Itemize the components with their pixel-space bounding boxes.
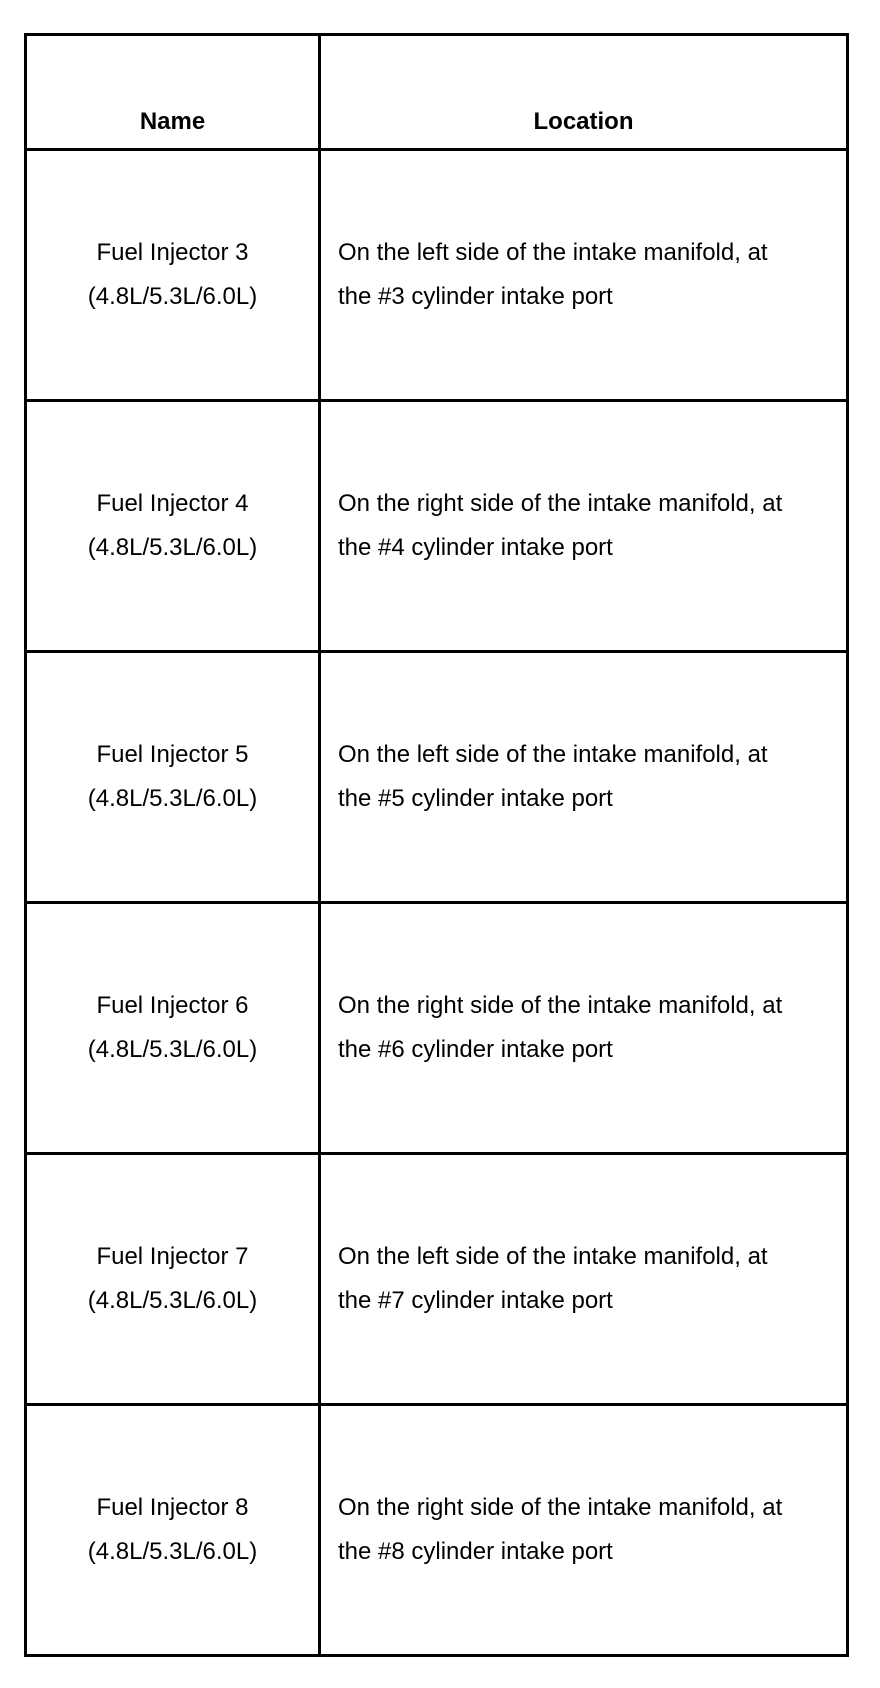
table-row (26, 1405, 848, 1656)
component-name: Fuel Injector 8 (96, 1494, 249, 1521)
location-cell: On the right side of the intake manifold, at the #8 cylinder intake port (320, 1405, 848, 1656)
header-name: Name (26, 35, 320, 150)
component-name: Fuel Injector 7 (96, 1243, 249, 1270)
header-location: Location (320, 35, 848, 150)
table-row (26, 1154, 848, 1405)
name-cell (26, 401, 320, 652)
table-row (26, 652, 848, 903)
table-row (26, 150, 848, 401)
table-body (26, 150, 848, 1656)
header-row (26, 35, 848, 150)
location-cell: On the right side of the intake manifold, at the #4 cylinder intake port (320, 401, 848, 652)
name-cell (26, 150, 320, 401)
location-cell: On the left side of the intake manifold, at the #3 cylinder intake port (320, 150, 848, 401)
component-name: Fuel Injector 5 (96, 741, 249, 768)
location-cell: On the left side of the intake manifold, at the #7 cylinder intake port (320, 1154, 848, 1405)
name-cell (26, 1405, 320, 1656)
engine-variants: (4.8L/5.3L/6.0L) (87, 785, 258, 812)
table-row (26, 401, 848, 652)
table-header (26, 35, 848, 150)
name-cell (26, 652, 320, 903)
component-name: Fuel Injector 6 (96, 992, 249, 1019)
location-cell: On the left side of the intake manifold, at the #5 cylinder intake port (320, 652, 848, 903)
engine-variants: (4.8L/5.3L/6.0L) (87, 1287, 258, 1314)
name-cell (26, 903, 320, 1154)
engine-variants: (4.8L/5.3L/6.0L) (87, 1538, 258, 1565)
engine-variants: (4.8L/5.3L/6.0L) (87, 534, 258, 561)
name-cell (26, 1154, 320, 1405)
component-name: Fuel Injector 4 (96, 490, 249, 517)
location-cell: On the right side of the intake manifold, at the #6 cylinder intake port (320, 903, 848, 1154)
component-name: Fuel Injector 3 (96, 239, 249, 266)
component-location-table (24, 33, 849, 1657)
table-row (26, 903, 848, 1154)
engine-variants: (4.8L/5.3L/6.0L) (87, 1036, 258, 1063)
engine-variants: (4.8L/5.3L/6.0L) (87, 283, 258, 310)
